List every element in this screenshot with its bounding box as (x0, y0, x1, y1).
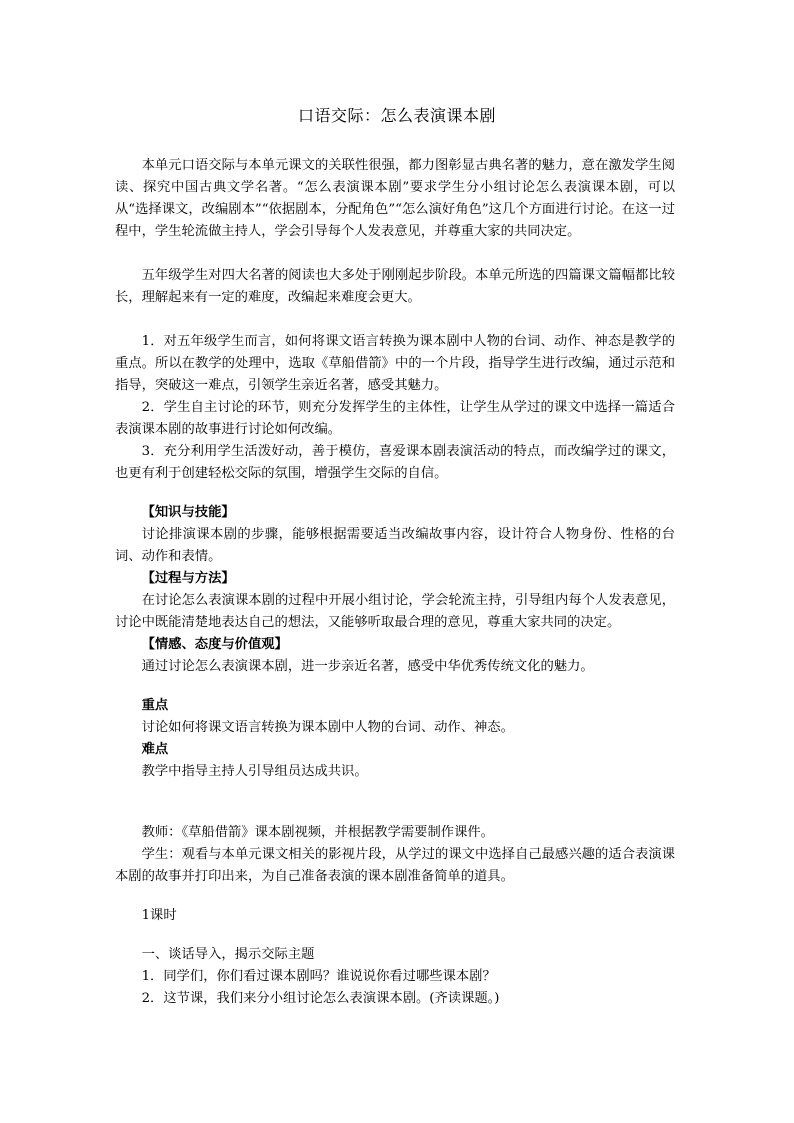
document-title: 口语交际：怎么表演课本剧 (297, 106, 496, 125)
knowledge-label: 【知识与技能】 (141, 505, 235, 520)
point-1: 1．对五年级学生而言，如何将课文语言转换为课本剧中人物的台词、动作、神态是教学的重点。所以在教学的处理中，选取《草船借箭》中的一个片段，指导学生进行改编，通过示范和指导，突破这一难点，引领学生亲近名著，感受其魅力。 (115, 334, 675, 393)
question-2: 2．这节课，我们来分小组讨论怎么表演课本剧。(齐读课题。) (141, 991, 500, 1006)
point-2: 2．学生自主讨论的环节，则充分发挥学生的主体性，让学生从学过的课文中选择一篇适合表演课本剧的故事进行讨论如何改编。 (115, 400, 675, 437)
question-1: 1．同学们，你们看过课本剧吗？谁说说你看过哪些课本剧？ (141, 969, 496, 984)
emotion-text: 通过讨论怎么表演课本剧，进一步亲近名著，感受中华优秀传统文化的魅力。 (141, 659, 594, 674)
key-point-label: 重点 (141, 698, 169, 713)
point-3: 3．充分利用学生活泼好动，善于模仿，喜爱课本剧表演活动的特点，而改编学过的课文，也更有利于创建轻松交际的氛围，增强学生交际的自信。 (115, 444, 675, 481)
difficulty-label: 难点 (141, 742, 169, 757)
lesson-time: 1课时 (141, 908, 177, 923)
student-prep: 学生：观看与本单元课文相关的影视片段，从学过的课文中选择自己最感兴趣的适合表演课本剧的故事并打印出来，为自己准备表演的课本剧准备简单的道具。 (115, 847, 675, 884)
section-1-heading: 一、谈话导入，揭示交际主题 (141, 947, 315, 962)
teacher-prep: 教师：《草船借箭》课本剧视频，并根据教学需要制作课件。 (141, 825, 494, 840)
difficulty-text: 教学中指导主持人引导组员达成共识。 (141, 764, 368, 779)
document-body (115, 155, 675, 1010)
emotion-label: 【情感、态度与价值观】 (141, 637, 288, 652)
intro-paragraph-1: 本单元口语交际与本单元课文的关联性很强，都力图彰显古典名著的魅力，意在激发学生阅读、探究中国古典文学名著。“怎么表演课本剧”要求学生分小组讨论怎么表演课本剧，可以从“选择课文，改编剧本”“依据剧本，分配角色”“怎么演好角色”这几个方面进行讨论。在这一过程中，学生轮流做主持人，学会引导每个人发表意见，并尊重大家的共同决定。 (115, 158, 675, 239)
process-label: 【过程与方法】 (141, 571, 235, 586)
process-text: 在讨论怎么表演课本剧的过程中开展小组讨论，学会轮流主持，引导组内每个人发表意见，讨论中既能清楚地表达自己的想法，又能够听取最合理的意见，尊重大家共同的决定。 (115, 593, 675, 630)
key-point-text: 讨论如何将课文语言转换为课本剧中人物的台词、动作、神态。 (141, 720, 514, 735)
knowledge-text: 讨论排演课本剧的步骤，能够根据需要适当改编故事内容，设计符合人物身份、性格的台词、动作和表情。 (115, 527, 675, 564)
intro-paragraph-2: 五年级学生对四大名著的阅读也大多处于刚刚起步阶段。本单元所选的四篇课文篇幅都比较长，理解起来有一定的难度，改编起来难度会更大。 (115, 268, 675, 305)
